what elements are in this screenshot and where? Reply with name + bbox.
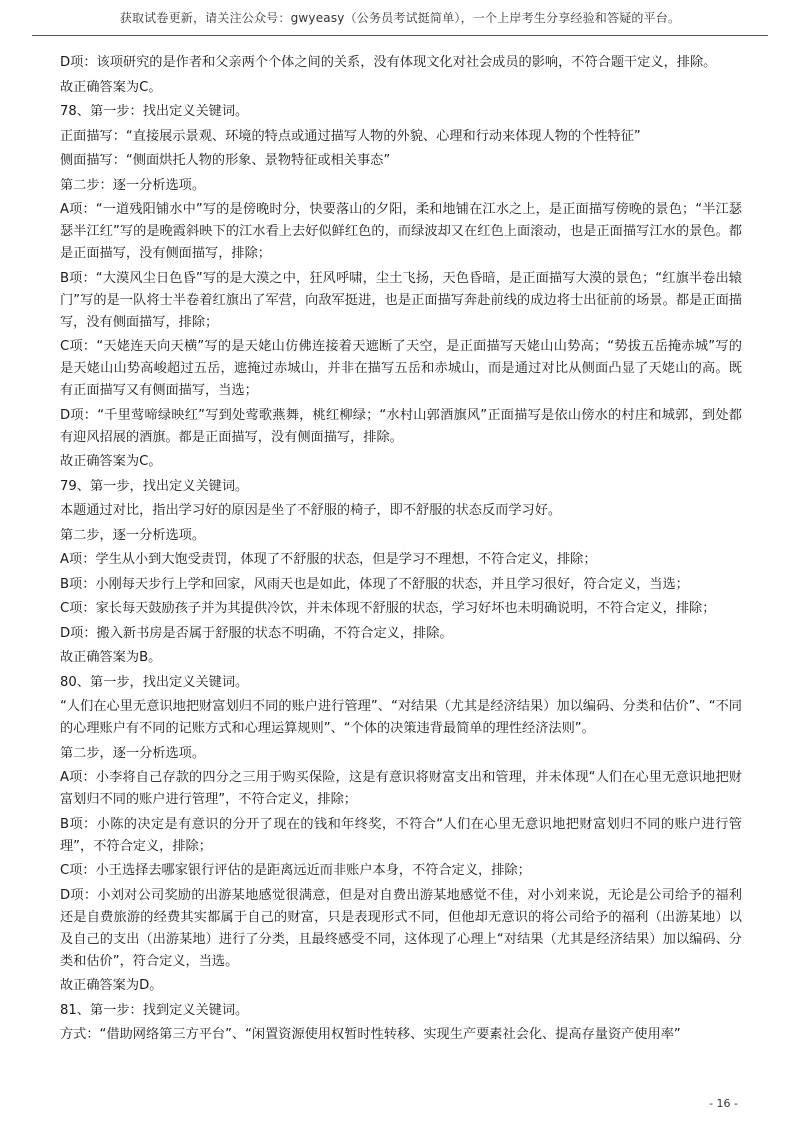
paragraph: 方式：“借助网络第三方平台”、“闲置资源使用权暂时性转移、实现生产要素社会化、提高存量资产使用率” <box>60 1027 681 1042</box>
paragraph: 第二步，逐一分析选项。 <box>60 527 206 543</box>
paragraph: A项：小李将自己存款的四分之三用于购买保险，这是有意识将财富支出和管理，并未体现“人们在心里无意识地把财富划归不同的账户进行管理”，不符合定义，排除； <box>60 770 742 807</box>
header-divider <box>32 35 768 36</box>
paragraph: A项：学生从小到大饱受责罚，体现了不舒服的状态，但是学习不理想，不符合定义，排除； <box>60 552 597 567</box>
paragraph: 78、第一步：找出定义关键词。 <box>60 104 249 119</box>
page-number: - 16 - <box>709 1097 738 1110</box>
paragraph: B项：“大漠风尘日色昏”写的是大漠之中，狂风呼啸，尘土飞扬，天色昏暗，是正面描写大漠的景色；“红旗半卷出辕门”写的是一队将士半卷着红旗出了军营，向敌军挺进，也是正面描写奔赴前线的成边将士出征前的场景。都是正面描写，没有侧面描写，排除； <box>60 270 742 330</box>
paragraph: 81、第一步：找到定义关键词。 <box>60 1002 249 1018</box>
paragraph: D项：小刘对公司奖励的出游某地感觉很满意，但是对自费出游某地感觉不佳，对小刘来说，无论是公司给予的福利还是自费旅游的经费其实都属于自己的财富，只是表现形式不同，但他却无意识的将公司给予的福利（出游某地）以及自己的支出（出游某地）进行了分类，且最终感受不同，这体现了心理上“对结果（尤其是经济结果）加以编码、分类和估价”，符合定义，当选。 <box>60 887 742 969</box>
header-notice: 获取试卷更新，请关注公众号：gwyeasy（公务员考试挺简单），一个上岸考生分享经验和答疑的平台。 <box>119 11 681 25</box>
paragraph: A项：“一道残阳铺水中”写的是傍晚时分，快要落山的夕阳，柔和地铺在江水之上，是正面描写傍晚的景色；“半江瑟瑟半江红”写的是晚霞斜映下的江水看上去好似鲜红色的，而绿波却又在红色上面滚动，也是正面描写江水的景色。都是正面描写，没有侧面描写，排除； <box>60 202 742 261</box>
document-body <box>60 52 742 1049</box>
paragraph: C项：小王选择去哪家银行评估的是距离远近而非账户本身，不符合定义，排除； <box>60 863 531 878</box>
paragraph: B项：小陈的决定是有意识的分开了现在的钱和年终奖，不符合“人们在心里无意识地把财富划归不同的账户进行管理”，不符合定义，排除； <box>60 816 742 854</box>
page-header <box>0 0 800 38</box>
paragraph: 故正确答案为C。 <box>60 79 162 95</box>
paragraph: C项：“天姥连天向天横”写的是天姥山仿佛连接着天遮断了天空，是正面描写天姥山山势高；“势拔五岳掩赤城”写的是天姥山山势高峻超过五岳，遮掩过赤城山，并非在描写五岳和赤城山，而是通过对比从侧面凸显了天姥山的高。既有正面描写又有侧面描写，当选； <box>60 339 742 398</box>
paragraph: C项：家长每天鼓励孩子并为其提供冷饮，并未体现不舒服的状态，学习好坏也未明确说明，不符合定义，排除； <box>60 601 716 616</box>
paragraph: 第二步：逐一分析选项。 <box>60 177 206 193</box>
paragraph: 侧面描写：“侧面烘托人物的形象、景物特征或相关事态” <box>60 153 391 168</box>
paragraph: 正面描写：“直接展示景观、环境的特点或通过描写人物的外貌、心理和行动来体现人物的个性特征” <box>60 128 641 144</box>
paragraph: 本题通过对比，指出学习好的原因是坐了不舒服的椅子，即不舒服的状态反而学习好。 <box>60 503 562 518</box>
paragraph: 80、第一步，找出定义关键词。 <box>60 674 249 690</box>
paragraph: 故正确答案为B。 <box>60 650 162 665</box>
paragraph: D项：搬入新书房是否属于舒服的状态不明确，不符合定义，排除。 <box>60 625 453 641</box>
paragraph: D项：该项研究的是作者和父亲两个个体之间的关系，没有体现文化对社会成员的影响，不符合题干定义，排除。 <box>60 55 717 70</box>
paragraph: B项：小刚每天步行上学和回家，风雨天也是如此，体现了不舒服的状态，并且学习很好，符合定义，当选； <box>60 576 689 592</box>
paragraph: 79、第一步，找出定义关键词。 <box>60 478 249 494</box>
paragraph: 第二步，逐一分析选项。 <box>60 745 206 761</box>
paragraph: “人们在心里无意识地把财富划归不同的账户进行管理”、“对结果（尤其是经济结果）加以编码、分类和估价”、“不同的心理账户有不同的记账方式和心理运算规则”、“个体的决策违背最简单的理性经济法则”。 <box>60 699 742 736</box>
paragraph: 故正确答案为C。 <box>60 454 162 469</box>
paragraph: 故正确答案为D。 <box>60 978 163 993</box>
paragraph: D项：“千里莺啼绿映红”写到处莺歌燕舞，桃红柳绿；“水村山郭酒旗风”正面描写是依山傍水的村庄和城郭，到处都有迎风招展的酒旗。都是正面描写，没有侧面描写，排除。 <box>60 407 742 445</box>
